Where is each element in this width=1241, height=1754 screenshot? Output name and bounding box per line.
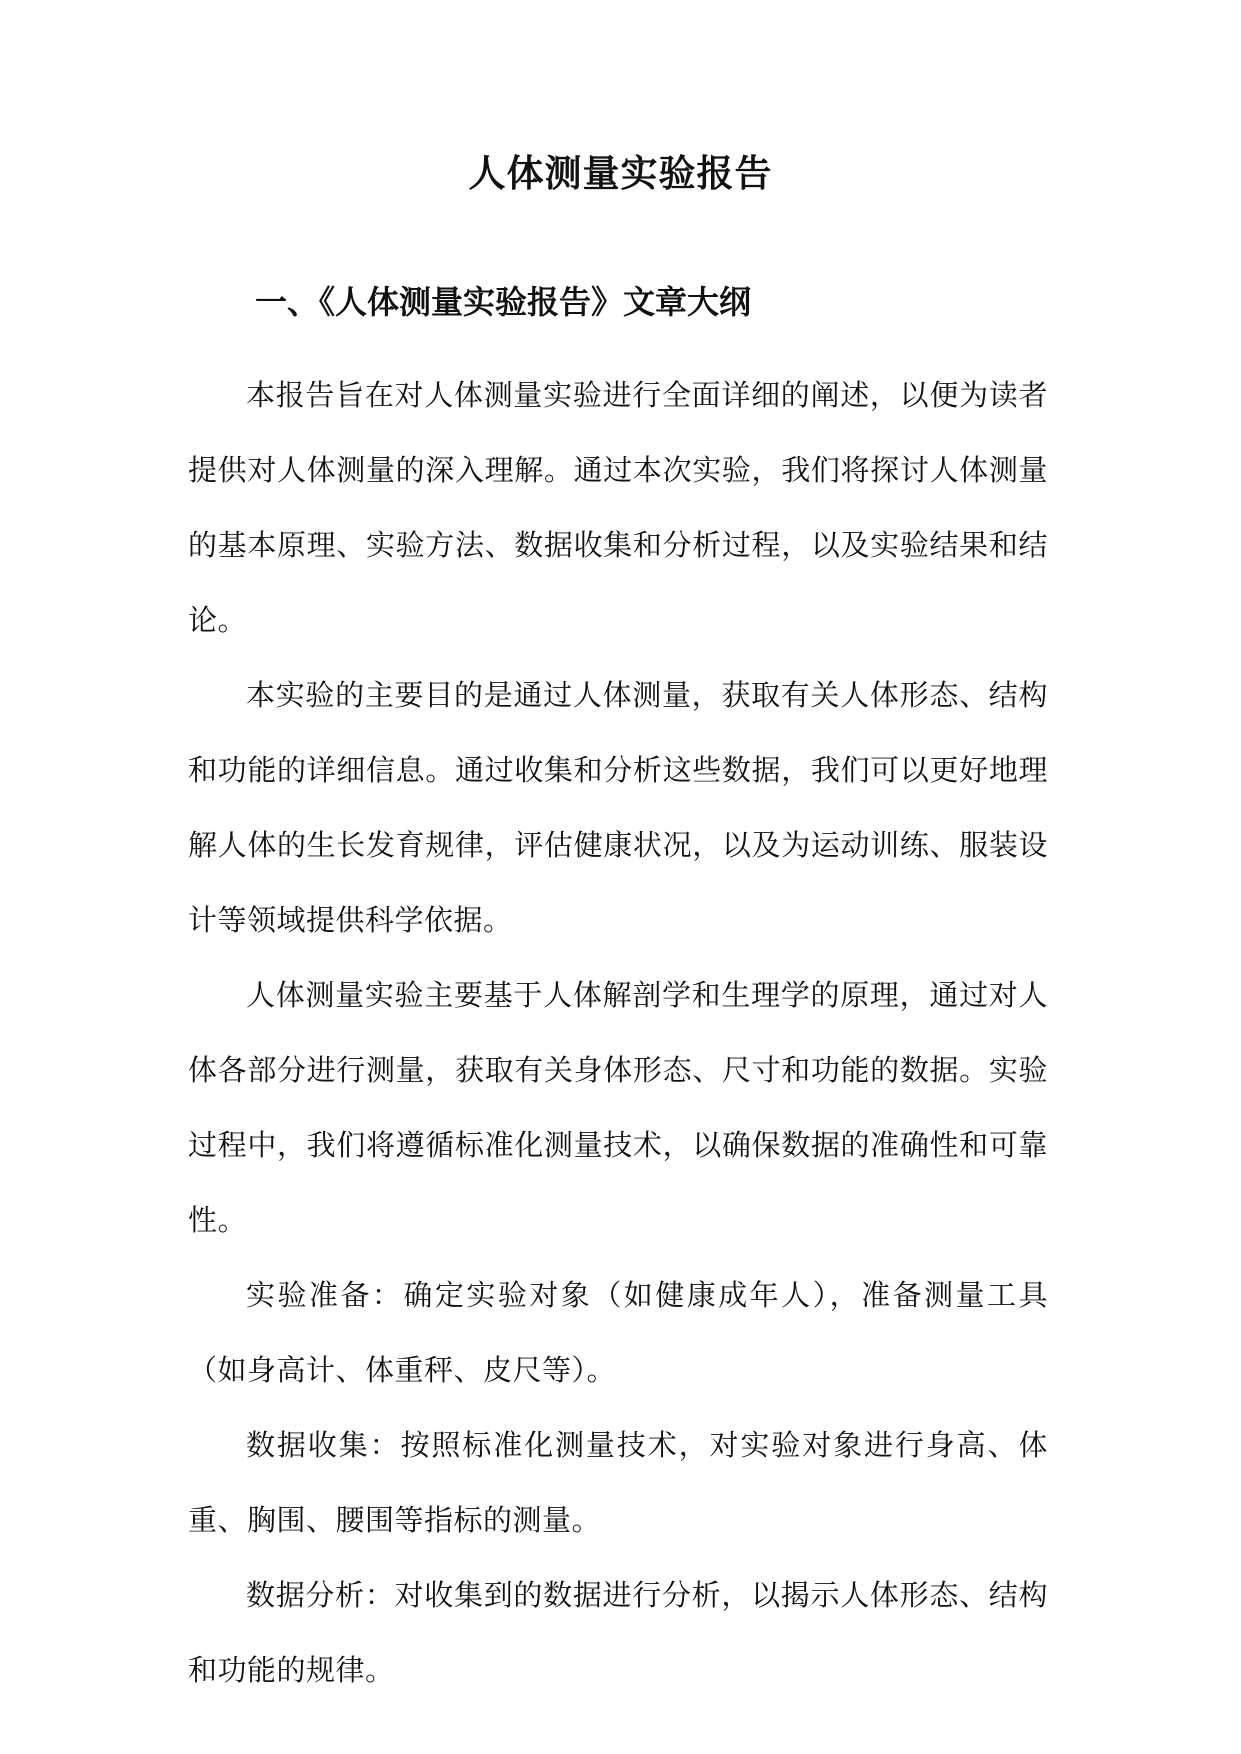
document-body	[188, 358, 1048, 1708]
paragraph-intro: 本报告旨在对人体测量实验进行全面详细的阐述，以便为读者提供对人体测量的深入理解。通过本次实验，我们将探讨人体测量的基本原理、实验方法、数据收集和分析过程，以及实验结果和结论。	[188, 378, 1048, 637]
section-heading: 一、《人体测量实验报告》文章大纲	[255, 283, 752, 321]
paragraph-data-analysis: 数据分析：对收集到的数据进行分析，以揭示人体形态、结构和功能的规律。	[188, 1578, 1048, 1687]
document-title: 人体测量实验报告	[468, 151, 773, 195]
paragraph-purpose: 本实验的主要目的是通过人体测量，获取有关人体形态、结构和功能的详细信息。通过收集和分析这些数据，我们可以更好地理解人体的生长发育规律，评估健康状况，以及为运动训练、服装设计等领域提供科学依据。	[188, 678, 1048, 937]
paragraph-principle: 人体测量实验主要基于人体解剖学和生理学的原理，通过对人体各部分进行测量，获取有关身体形态、尺寸和功能的数据。实验过程中，我们将遵循标准化测量技术，以确保数据的准确性和可靠性。	[188, 978, 1048, 1237]
paragraph-preparation: 实验准备：确定实验对象（如健康成年人），准备测量工具（如身高计、体重秤、皮尺等）。	[188, 1278, 1048, 1387]
paragraph-data-collection: 数据收集：按照标准化测量技术，对实验对象进行身高、体重、胸围、腰围等指标的测量。	[188, 1428, 1048, 1537]
